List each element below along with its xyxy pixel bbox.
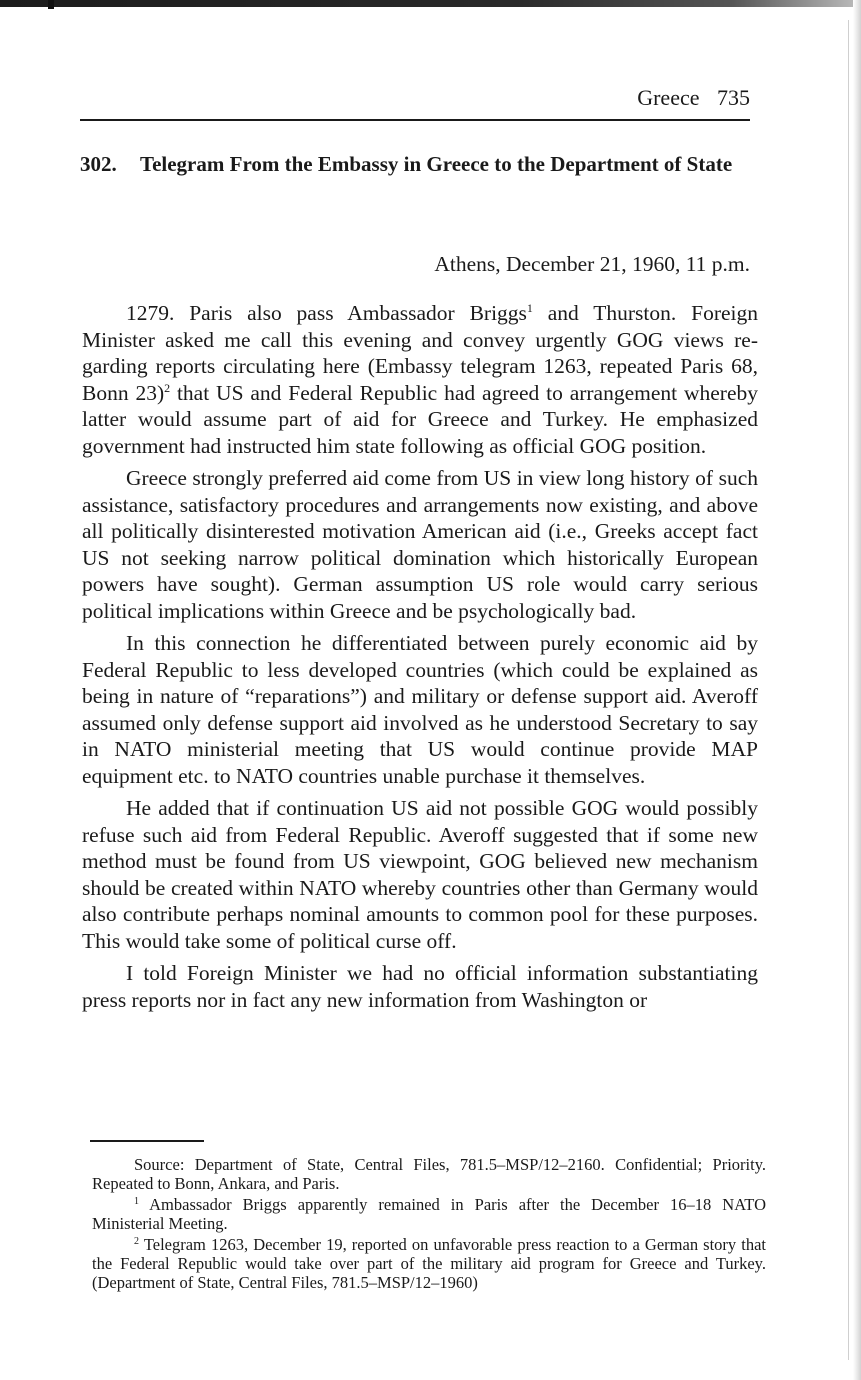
paragraph-2: Greece strongly preferred aid come from US in view long history of such assistance, satisfactory procedures and arrangements now existing, and above all politically disinterested motivation American aid (i.e., Greeks accept fact US not seeking narrow political domination which historically European powers have sought). German assumption US role would carry serious political implications within Greece and be psychologically bad. [82,466,758,623]
footnote-2-text: Telegram 1263, December 19, reported on unfavorable press reaction to a German story that the Federal Republic would take over part of the military aid program for Greece and Turkey. (Department of State, Central Files, 781.5–MSP/12–1960) [92,1235,767,1292]
document-number: 302. [80,152,117,176]
footnote-ref-2: 2 [164,380,171,395]
footnote-1-mark: 1 [134,1196,139,1207]
page-edge-line [848,20,849,1360]
running-title: Greece [637,85,700,110]
paragraph-5: I told Foreign Minister we had no official information substantiating press reports nor in fact any new information from Washington or [82,961,758,1012]
header-rule [80,119,750,121]
footnote-1-text: Ambassador Briggs apparently remained in Paris after the December 16–18 NATO Ministerial Meeting. [92,1195,766,1233]
footnote-2-mark: 2 [134,1236,139,1247]
paragraph-1 [82,300,758,459]
footnote-rule [90,1140,204,1142]
document-title: Telegram From the Embassy in Greece to the Department of State [140,152,733,176]
paragraph-4: He added that if continuation US aid not possible GOG would possibly refuse such aid from Federal Republic. Averoff suggested that if some new method must be found from US viewpoint, GOG believed new mechanism should be created within NATO whereby countries other than Germany would also contribute perhaps nominal amounts to common pool for these purposes. This would take some of political curse off. [82,796,758,953]
source-note: Source: Department of State, Central Files, 781.5–MSP/12–2160. Confidential; Priority. Repeated to Bonn, Ankara, and Paris. [92,1155,766,1193]
paragraph-1-part-b: and Thurston. Foreign Minister asked me call this evening and convey urgently GOG views regarding reports circulating here (Embassy telegram 1263, repeated Paris 68, Bonn 23) [82,301,758,405]
document-heading [80,149,760,179]
scan-edge-notch [48,0,54,9]
paragraph-1-part-a: 1279. Paris also pass Ambassador Briggs [126,301,527,325]
paragraph-3: In this connection he differentiated between purely economic aid by Federal Republic to less developed countries (which could be explained as being in nature of “reparations”) and military or defense support aid. Averoff assumed only defense support aid involved as he understood Secretary to say in NATO ministerial meeting that US would continue provide MAP equipment etc. to NATO countries unable purchase it themselves. [82,631,758,788]
footnote-1 [92,1195,766,1233]
footnotes [92,1155,766,1294]
page-edge-shadow [853,0,861,1380]
footnote-2 [92,1235,766,1292]
dateline: Athens, December 21, 1960, 11 p.m. [434,252,750,276]
scan-edge-bar [0,0,861,7]
running-head [80,84,750,112]
footnote-ref-1: 1 [526,301,533,315]
paragraph-1-part-c: that US and Federal Republic had agreed to arrangement whereby latter would assume part of aid for Greece and Turkey. He emphasized government had instructed him state following as official GOG position. [82,380,759,458]
page-number: 735 [717,85,750,110]
telegram-body [82,300,758,1019]
